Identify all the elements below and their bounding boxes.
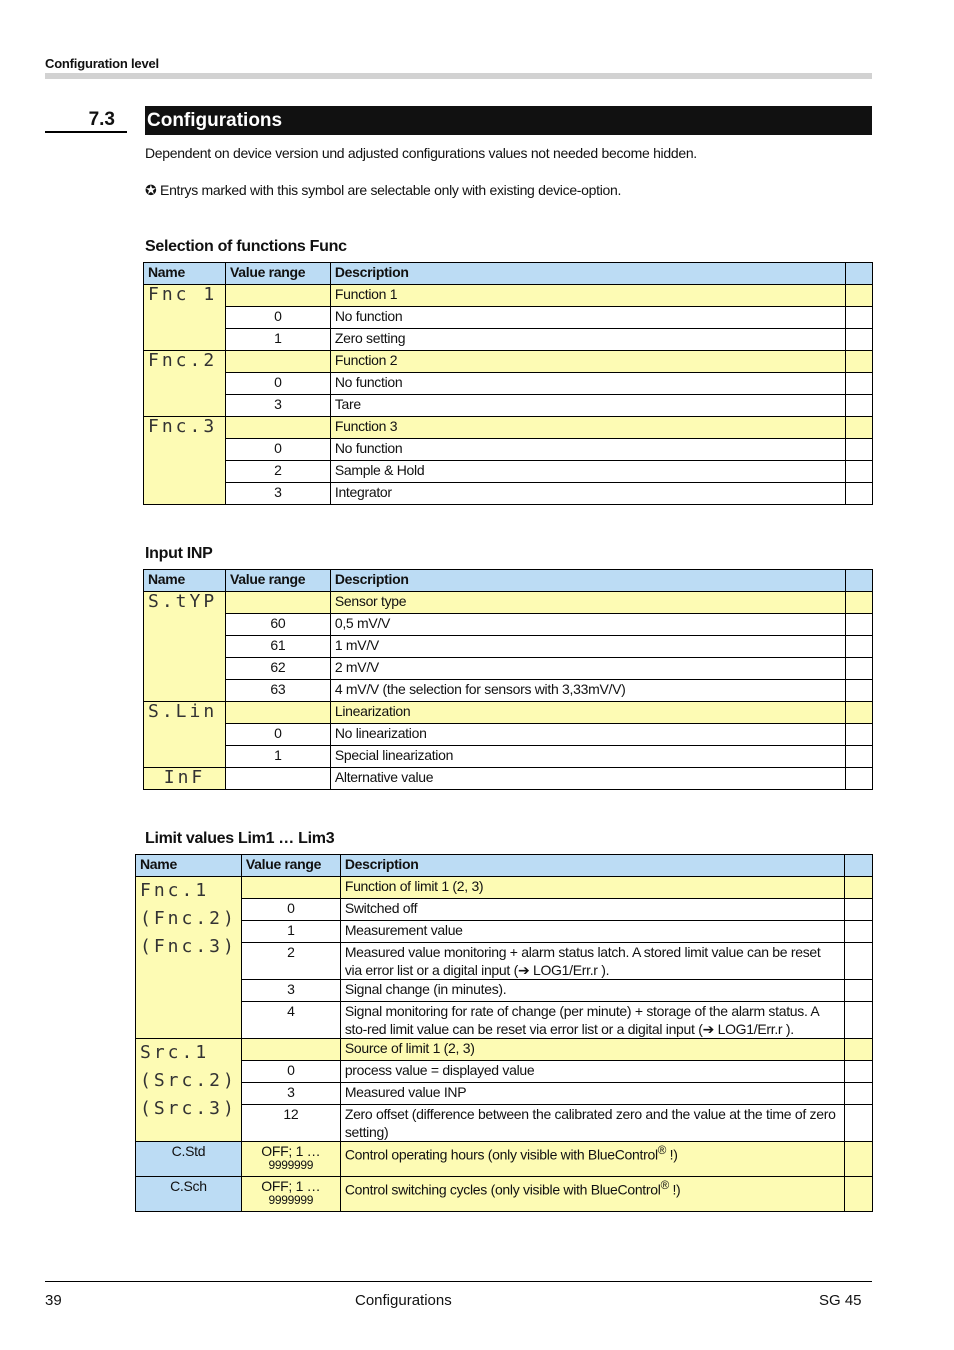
param-label: Function 1 xyxy=(330,285,845,307)
col-description: Description xyxy=(340,855,845,877)
col-extra xyxy=(845,855,873,877)
lim-table-title: Limit values Lim1 … Lim3 xyxy=(145,830,335,847)
col-description: Description xyxy=(330,570,845,592)
cell-empty xyxy=(846,592,873,614)
value-cell: 12 xyxy=(241,1105,340,1142)
cell-empty xyxy=(845,1177,873,1212)
value-cell: 61 xyxy=(225,636,330,658)
desc-cell: Integrator xyxy=(330,483,845,505)
value-cell: 1 xyxy=(225,746,330,768)
table-row xyxy=(144,680,873,702)
desc-cell: 2 mV/V xyxy=(330,658,845,680)
param-name: Fnc.1 xyxy=(140,880,210,901)
table-header-row xyxy=(144,570,873,592)
page-number: 39 xyxy=(45,1292,62,1309)
col-value-range: Value range xyxy=(225,263,330,285)
cell-empty xyxy=(225,592,330,614)
table-row xyxy=(144,395,873,417)
cell-empty xyxy=(846,724,873,746)
footer-model: SG 45 xyxy=(819,1292,862,1309)
param-label: Function 3 xyxy=(330,417,845,439)
table-row xyxy=(136,1142,873,1177)
param-label: Linearization xyxy=(330,702,845,724)
inp-table-title: Input INP xyxy=(145,545,213,562)
desc-cell: Signal monitoring for rate of change (per minute) + storage of the alarm status. A sto-red limit value can be reset via error list or a digital input (➔ LOG1/Err.r ). xyxy=(340,1002,845,1039)
desc-cell: No function xyxy=(330,307,845,329)
table-row xyxy=(144,746,873,768)
desc-cell: Zero offset (difference between the calibrated zero and the value at the time of zero setting) xyxy=(340,1105,845,1142)
cell-empty xyxy=(846,483,873,505)
desc-cell: No linearization xyxy=(330,724,845,746)
value-cell: 0 xyxy=(225,373,330,395)
table-header-row xyxy=(136,855,873,877)
table-row xyxy=(136,877,873,899)
desc-cell: Measured value monitoring + alarm status latch. A stored limit value can be reset via error list or a digital input (➔ LOG1/Err.r ). xyxy=(340,943,845,980)
table-row xyxy=(144,702,873,724)
value-cell: 2 xyxy=(241,943,340,980)
value-cell: 0 xyxy=(225,439,330,461)
cell-empty xyxy=(845,980,873,1002)
cell-empty xyxy=(846,373,873,395)
table-row xyxy=(136,1083,873,1105)
range-end: 9999999 xyxy=(268,1158,314,1172)
cell-empty xyxy=(846,461,873,483)
cell-empty xyxy=(846,680,873,702)
desc-cell xyxy=(340,1177,845,1212)
param-name: (Src.3) xyxy=(140,1098,237,1119)
registered-mark: ® xyxy=(657,1144,667,1157)
cell-empty xyxy=(225,351,330,373)
param-name: (Fnc.2) xyxy=(140,908,237,929)
param-name: S.tYP xyxy=(144,592,226,702)
param-name: Fnc 1 xyxy=(144,285,226,351)
value-cell: 3 xyxy=(241,980,340,1002)
table-row xyxy=(136,1061,873,1083)
table-row xyxy=(136,980,873,1002)
param-name: InF xyxy=(144,768,226,790)
desc-cell: Sample & Hold xyxy=(330,461,845,483)
desc-text: Control switching cycles (only visible with BlueControl xyxy=(344,1181,661,1198)
col-value-range: Value range xyxy=(241,855,340,877)
range-end: 9999999 xyxy=(268,1193,314,1207)
table-row xyxy=(144,307,873,329)
cell-empty xyxy=(241,1039,340,1061)
col-name: Name xyxy=(144,570,226,592)
desc-cell: 0,5 mV/V xyxy=(330,614,845,636)
cell-empty xyxy=(846,614,873,636)
col-description: Description xyxy=(330,263,845,285)
table-row xyxy=(136,1177,873,1212)
cell-empty xyxy=(846,702,873,724)
table-row xyxy=(144,417,873,439)
desc-cell xyxy=(340,1142,845,1177)
param-name: S.Lin xyxy=(144,702,226,768)
value-cell: 2 xyxy=(225,461,330,483)
cell-empty xyxy=(846,636,873,658)
cell-empty xyxy=(225,285,330,307)
table-row xyxy=(144,724,873,746)
desc-cell: No function xyxy=(330,373,845,395)
desc-cell: Tare xyxy=(330,395,845,417)
section-title: Configurations xyxy=(145,106,872,135)
table-row xyxy=(144,285,873,307)
value-cell: 0 xyxy=(225,307,330,329)
param-name: (Src.2) xyxy=(140,1070,237,1091)
col-name: Name xyxy=(144,263,226,285)
cell-empty xyxy=(845,899,873,921)
param-name: C.Std xyxy=(136,1142,242,1177)
table-row xyxy=(136,899,873,921)
cell-empty xyxy=(846,439,873,461)
desc-cell: Special linearization xyxy=(330,746,845,768)
param-label: Source of limit 1 (2, 3) xyxy=(340,1039,845,1061)
value-cell: 1 xyxy=(241,921,340,943)
desc-cell: Zero setting xyxy=(330,329,845,351)
cell-empty xyxy=(225,417,330,439)
cell-empty xyxy=(241,877,340,899)
param-name-src xyxy=(136,1039,242,1142)
cell-empty xyxy=(225,702,330,724)
value-cell: 1 xyxy=(225,329,330,351)
func-table xyxy=(143,262,873,505)
desc-cell: Alternative value xyxy=(330,768,845,790)
running-header: Configuration level xyxy=(45,56,159,71)
desc-cell: Measured value INP xyxy=(340,1083,845,1105)
table-row xyxy=(144,373,873,395)
param-name-fnc xyxy=(136,877,242,1039)
desc-cell: No function xyxy=(330,439,845,461)
param-name: Src.1 xyxy=(140,1042,210,1063)
table-row xyxy=(136,943,873,980)
value-cell: 3 xyxy=(225,395,330,417)
desc-cell: Measurement value xyxy=(340,921,845,943)
table-row xyxy=(144,768,873,790)
param-name: C.Sch xyxy=(136,1177,242,1212)
cell-empty xyxy=(846,285,873,307)
cell-empty xyxy=(846,351,873,373)
option-note xyxy=(145,182,621,199)
table-row xyxy=(144,483,873,505)
col-value-range: Value range xyxy=(225,570,330,592)
table-row xyxy=(144,351,873,373)
cell-empty xyxy=(846,329,873,351)
cell-empty xyxy=(845,943,873,980)
cell-empty xyxy=(846,658,873,680)
desc-cell: 4 mV/V (the selection for sensors with 3,33mV/V) xyxy=(330,680,845,702)
desc-cell: Switched off xyxy=(340,899,845,921)
table-row xyxy=(144,592,873,614)
section-number: 7.3 xyxy=(45,106,127,133)
col-extra xyxy=(846,263,873,285)
param-name: Fnc.2 xyxy=(144,351,226,417)
col-extra xyxy=(846,570,873,592)
value-cell xyxy=(241,1177,340,1212)
desc-tail: !) xyxy=(668,1181,681,1198)
table-row xyxy=(136,1002,873,1039)
table-row xyxy=(136,1105,873,1142)
value-cell: 3 xyxy=(241,1083,340,1105)
range-start: OFF; 1 … xyxy=(261,1143,321,1159)
value-cell: 62 xyxy=(225,658,330,680)
cell-empty xyxy=(846,768,873,790)
col-name: Name xyxy=(136,855,242,877)
table-row xyxy=(136,921,873,943)
footer-rule xyxy=(45,1281,872,1282)
cell-empty xyxy=(846,746,873,768)
cell-empty xyxy=(846,395,873,417)
value-cell: 63 xyxy=(225,680,330,702)
table-header-row xyxy=(144,263,873,285)
value-cell: 4 xyxy=(241,1002,340,1039)
desc-cell: 1 mV/V xyxy=(330,636,845,658)
range-start: OFF; 1 … xyxy=(261,1178,321,1194)
param-label: Function 2 xyxy=(330,351,845,373)
desc-tail: !) xyxy=(666,1146,678,1163)
func-table-title: Selection of functions Func xyxy=(145,238,347,255)
option-symbol-icon: ✪ xyxy=(145,182,157,198)
param-name: Fnc.3 xyxy=(144,417,226,505)
desc-text: Control operating hours (only visible with BlueControl xyxy=(344,1146,658,1163)
table-row xyxy=(144,461,873,483)
table-row xyxy=(136,1039,873,1061)
cell-empty xyxy=(845,921,873,943)
desc-cell: Signal change (in minutes). xyxy=(340,980,845,1002)
cell-empty xyxy=(845,1083,873,1105)
table-row xyxy=(144,439,873,461)
cell-empty xyxy=(846,417,873,439)
param-label: Sensor type xyxy=(330,592,845,614)
cell-empty xyxy=(845,1039,873,1061)
value-cell: 60 xyxy=(225,614,330,636)
value-cell: 0 xyxy=(241,1061,340,1083)
table-row xyxy=(144,329,873,351)
value-cell: 3 xyxy=(225,483,330,505)
param-name: (Fnc.3) xyxy=(140,936,237,957)
footer-title: Configurations xyxy=(355,1292,452,1309)
cell-empty xyxy=(845,1105,873,1142)
intro-paragraph: Dependent on device version und adjusted configurations values not needed become hidden. xyxy=(145,145,697,161)
cell-empty xyxy=(846,307,873,329)
inp-table xyxy=(143,569,873,790)
table-row xyxy=(144,658,873,680)
table-row xyxy=(144,636,873,658)
cell-empty xyxy=(845,1002,873,1039)
table-row xyxy=(144,614,873,636)
value-cell xyxy=(241,1142,340,1177)
cell-empty xyxy=(845,877,873,899)
value-cell: 0 xyxy=(241,899,340,921)
option-note-text: Entrys marked with this symbol are selectable only with existing device-option. xyxy=(156,182,622,198)
cell-empty xyxy=(845,1142,873,1177)
lim-table xyxy=(135,854,873,1212)
header-rule xyxy=(45,73,872,79)
registered-mark: ® xyxy=(660,1179,669,1192)
desc-cell: process value = displayed value xyxy=(340,1061,845,1083)
cell-empty xyxy=(225,768,330,790)
param-label: Function of limit 1 (2, 3) xyxy=(340,877,845,899)
value-cell: 0 xyxy=(225,724,330,746)
cell-empty xyxy=(845,1061,873,1083)
